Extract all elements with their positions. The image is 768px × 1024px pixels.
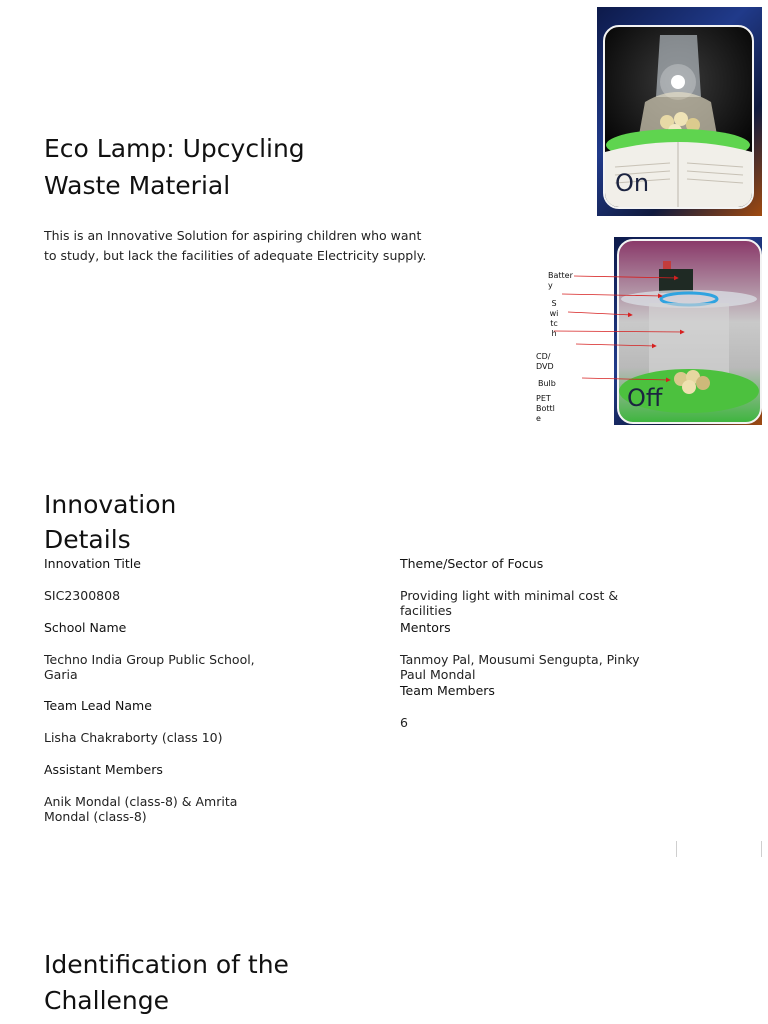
- on-label: On: [615, 169, 650, 197]
- arrow-cd-2: [576, 344, 656, 346]
- assistant-members-label: Assistant Members: [44, 762, 163, 777]
- team-members-value: 6: [400, 715, 408, 730]
- mentors-label: Mentors: [400, 620, 451, 635]
- challenge-heading: Identification of the Challenge: [44, 950, 289, 1015]
- innovation-title-label: Innovation Title: [44, 556, 141, 571]
- separator-mark-left: [676, 841, 677, 857]
- innovation-details-heading: Innovation Details: [44, 490, 177, 554]
- off-label: Off: [627, 384, 663, 412]
- page-title: [44, 130, 344, 204]
- innovation-title-value: SIC2300808: [44, 588, 121, 603]
- annotation-cd-dvd: CD/ DVD: [536, 352, 554, 371]
- team-lead-label: Team Lead Name: [44, 698, 152, 713]
- page-title-line-1: Eco Lamp: Upcycling: [44, 134, 305, 163]
- annotation-battery: Batter y: [548, 271, 573, 290]
- team-members-label: Team Members: [400, 683, 495, 698]
- school-name-label: School Name: [44, 620, 127, 635]
- theme-value: Providing light with minimal cost & facilities: [400, 588, 619, 618]
- annotation-pet-bottle: PET Bottl e: [536, 394, 555, 423]
- school-name-value: Techno India Group Public School, Garia: [44, 652, 255, 682]
- intro-paragraph: This is an Innovative Solution for aspiring children who want to study, but lack the facilities of adequate Electricity supply.: [44, 228, 427, 263]
- arrow-bulb: [582, 378, 670, 380]
- arrow-switch-2: [568, 312, 632, 315]
- arrow-battery: [574, 276, 678, 278]
- annotation-switch: S wi tc h: [549, 299, 559, 338]
- arrow-cd: [554, 331, 684, 332]
- theme-label: Theme/Sector of Focus: [400, 556, 544, 571]
- annotation-bulb: Bulb: [538, 379, 556, 388]
- mentors-value: Tanmoy Pal, Mousumi Sengupta, Pinky Paul Mondal: [400, 652, 640, 682]
- separator-mark-right: [761, 841, 762, 857]
- team-lead-value: Lisha Chakraborty (class 10): [44, 730, 223, 745]
- arrow-switch: [562, 294, 662, 296]
- page-title-line-2: Waste Material: [44, 171, 231, 200]
- lamp-on-photo: [597, 7, 762, 216]
- assistant-members-value: Anik Mondal (class-8) & Amrita Mondal (class-8): [44, 794, 238, 824]
